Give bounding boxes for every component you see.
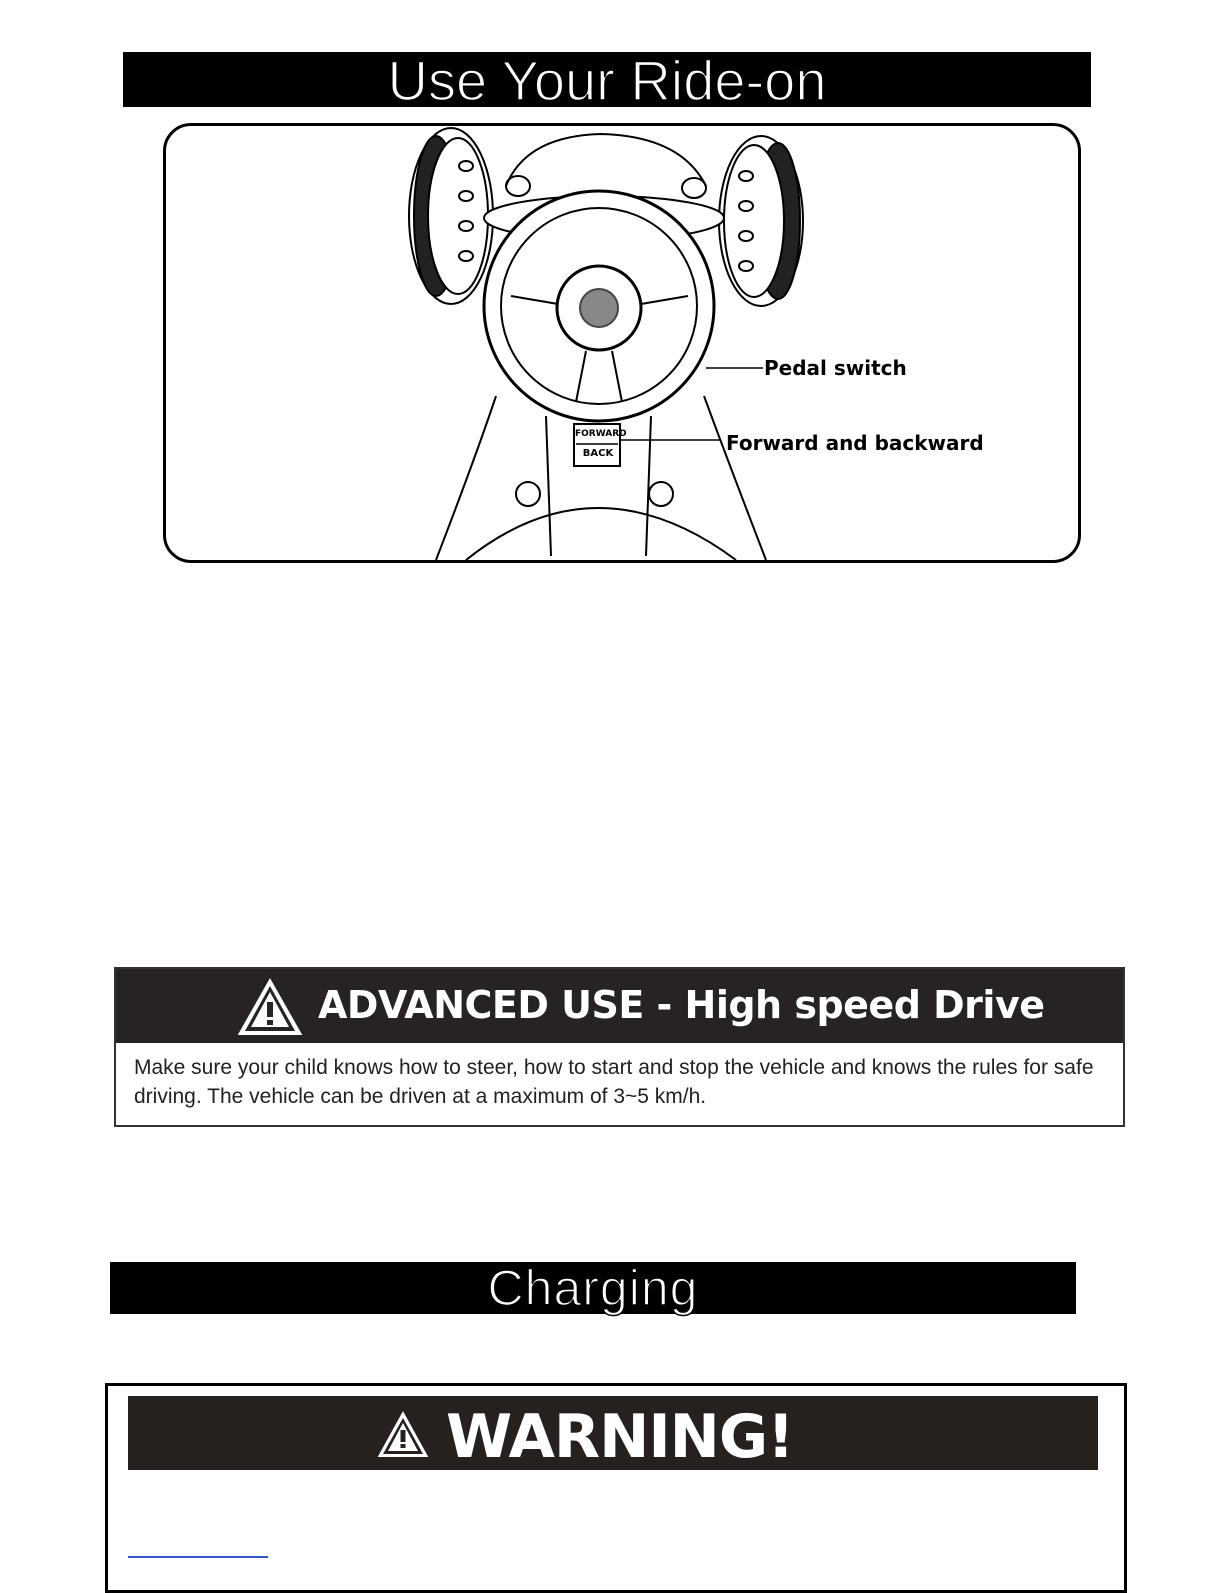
switch-label-forward: FORWARD: [575, 429, 627, 439]
advanced-use-heading: ADVANCED USE - High speed Drive: [318, 983, 1045, 1027]
warning-triangle-icon: [373, 1406, 433, 1462]
warning-link-underline[interactable]: [128, 1556, 268, 1558]
ride-on-illustration: [166, 126, 1078, 560]
switch-label-back: BACK: [582, 448, 614, 459]
section-title-charging: [110, 1262, 1076, 1314]
ride-on-diagram: [163, 123, 1081, 563]
warning-notice: [105, 1383, 1127, 1593]
section-title-text: Charging: [487, 1260, 699, 1316]
advanced-use-notice: [114, 967, 1125, 1127]
warning-triangle-icon: [232, 972, 308, 1040]
advanced-use-banner: [116, 969, 1123, 1043]
warning-heading: WARNING!: [446, 1402, 794, 1472]
advanced-use-body: Make sure your child knows how to steer, how to start and stop the vehicle and knows the rules for safe driving. The vehicle can be driven at a maximum of 3~5 km/h.: [134, 1056, 1094, 1108]
callout-forward-backward: Forward and backward: [726, 431, 984, 455]
right-wheel-icon: [719, 136, 803, 306]
section-title-use-your-ride-on: [123, 49, 1091, 112]
left-wheel-icon: [409, 128, 493, 304]
callout-pedal-switch: Pedal switch: [764, 356, 907, 380]
section-title-text: Use Your Ride-on: [387, 49, 827, 112]
warning-banner: [128, 1396, 1098, 1470]
